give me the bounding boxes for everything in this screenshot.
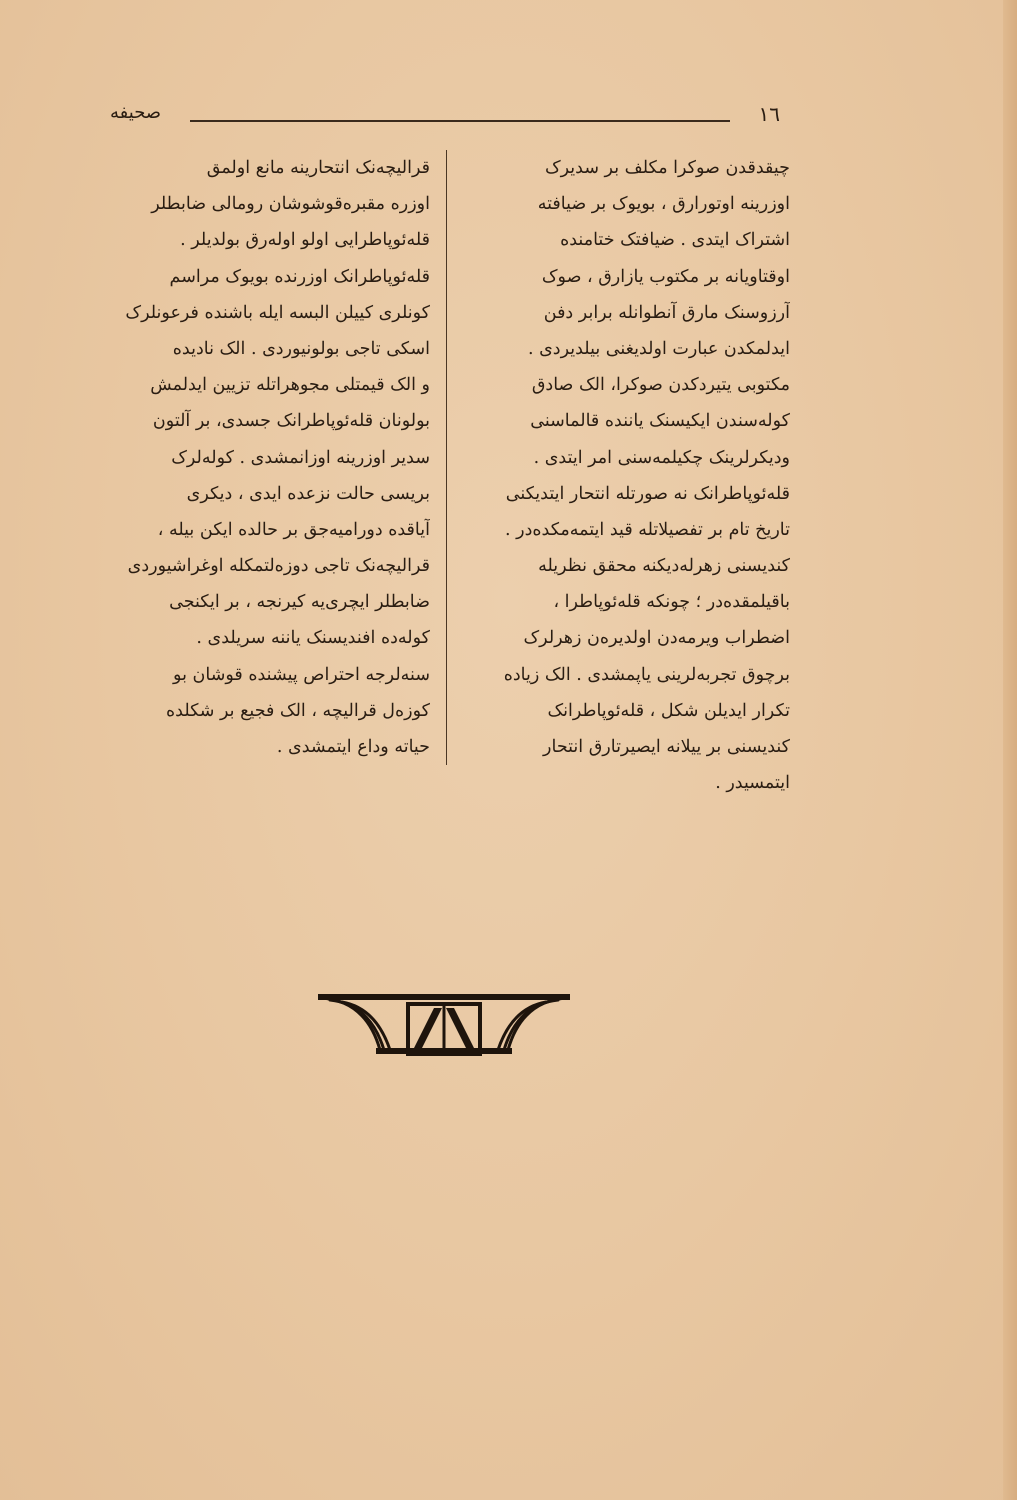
text-line: اوزرینه اوتورارق ، بویوک بر ضیافته xyxy=(537,194,790,215)
header-word: صحیفه xyxy=(110,102,162,123)
text-line: قله‌ئوپاطرانک نه صورتله انتحار ایتدیکنی xyxy=(505,483,790,504)
text-line: کوله‌سندن ایکیسنک یاننده قالماسنی xyxy=(530,411,790,432)
text-line: قله‌ئوپاطرایی اولو اوله‌رق بولدیلر . xyxy=(180,230,430,251)
text-line: ودیکرلرینک چکیلمه‌سنی امر ایتدی . xyxy=(533,447,790,468)
page-number: ۱٦ xyxy=(758,102,780,126)
text-line: ضابطلر ایچری‌یه کیرنجه ، بر ایکنجی xyxy=(169,592,430,613)
text-line: اشتراک ایتدی . ضیافتک ختامنده xyxy=(560,230,790,251)
text-line: آرزوسنک مارق آنطوانله برابر دفن xyxy=(543,302,790,323)
text-line: کوله‌ده افندیسنک یاننه سریلدی . xyxy=(196,628,430,649)
text-line: کندیسنی زهرله‌دیکنه محقق نظریله xyxy=(538,556,790,577)
text-line: برچوق تجربه‌لرینی یاپمشدی . الک زیاده xyxy=(503,664,790,685)
text-line: کونلری کییلن البسه ایله باشنده فرعونلرک xyxy=(125,302,430,323)
text-line: قله‌ئوپاطرانک اوزرنده بویوک مراسم xyxy=(169,266,430,287)
text-line: بریسی حالت نزعده ایدی ، دیکری xyxy=(186,483,430,504)
text-line: اوزره مقبره‌قوشوشان رومالی ضابطلر xyxy=(151,194,430,215)
text-line: سنه‌لرجه احتراص پیشنده قوشان بو xyxy=(173,664,430,685)
text-line: حیاته وداع ایتمشدی . xyxy=(276,737,430,757)
page-edge xyxy=(1003,0,1017,1500)
page-header xyxy=(110,100,790,140)
decorative-ornament xyxy=(316,990,572,1056)
text-line: قرالیچه‌نک تاجی دوزه‌لتمکله اوغراشیوردی xyxy=(127,556,430,577)
text-line: کندیسنی بر ییلانه ایصیرتارق انتحار xyxy=(543,737,790,757)
text-line: ایتمسیدر . xyxy=(715,773,790,794)
left-column xyxy=(88,150,430,765)
text-line: قرالیچه‌نک انتحارینه مانع اولمق xyxy=(206,158,430,178)
column-divider xyxy=(446,150,447,765)
text-line: و الک قیمتلی مجوهراتله تزیین ایدلمش xyxy=(150,375,430,396)
header-rule xyxy=(190,120,730,122)
text-line: اوقتاویانه بر مکتوب یازارق ، صوک xyxy=(541,266,790,287)
text-line: باقیلمقده‌در ؛ چونکه قله‌ئوپاطرا ، xyxy=(553,592,790,613)
right-column xyxy=(458,150,790,801)
text-line: ایدلمکدن عبارت اولدیغنی بیلدیردی . xyxy=(527,338,790,359)
text-line: بولونان قله‌ئوپاطرانک جسدی، بر آلتون xyxy=(152,411,430,432)
text-line: مکتوبی یتیردکدن صوکرا، الک صادق xyxy=(531,375,790,396)
text-line: تکرار ایدیلن شکل ، قله‌ئوپاطرانک xyxy=(547,700,790,721)
text-line: آیاقده دوراميه‌جق بر حالده ایکن بیله ، xyxy=(157,519,430,540)
text-line: اضطراب ویرمه‌دن اولدیره‌ن زهرلرک xyxy=(523,628,790,649)
text-line: تاریخ تام بر تفصیلاتله قید ایتمه‌مکده‌در . xyxy=(505,519,790,540)
text-line: کوزه‌ل قرالیچه ، الک فجیع بر شکلده xyxy=(165,700,430,721)
text-line: اسکی تاجی بولونیوردی . الک نادیده xyxy=(172,338,430,359)
text-line: چیقدقدن صوکرا مکلف بر سدیرک xyxy=(544,158,790,178)
text-line: سدیر اوزرینه اوزانمشدی . کوله‌لرک xyxy=(171,447,430,468)
